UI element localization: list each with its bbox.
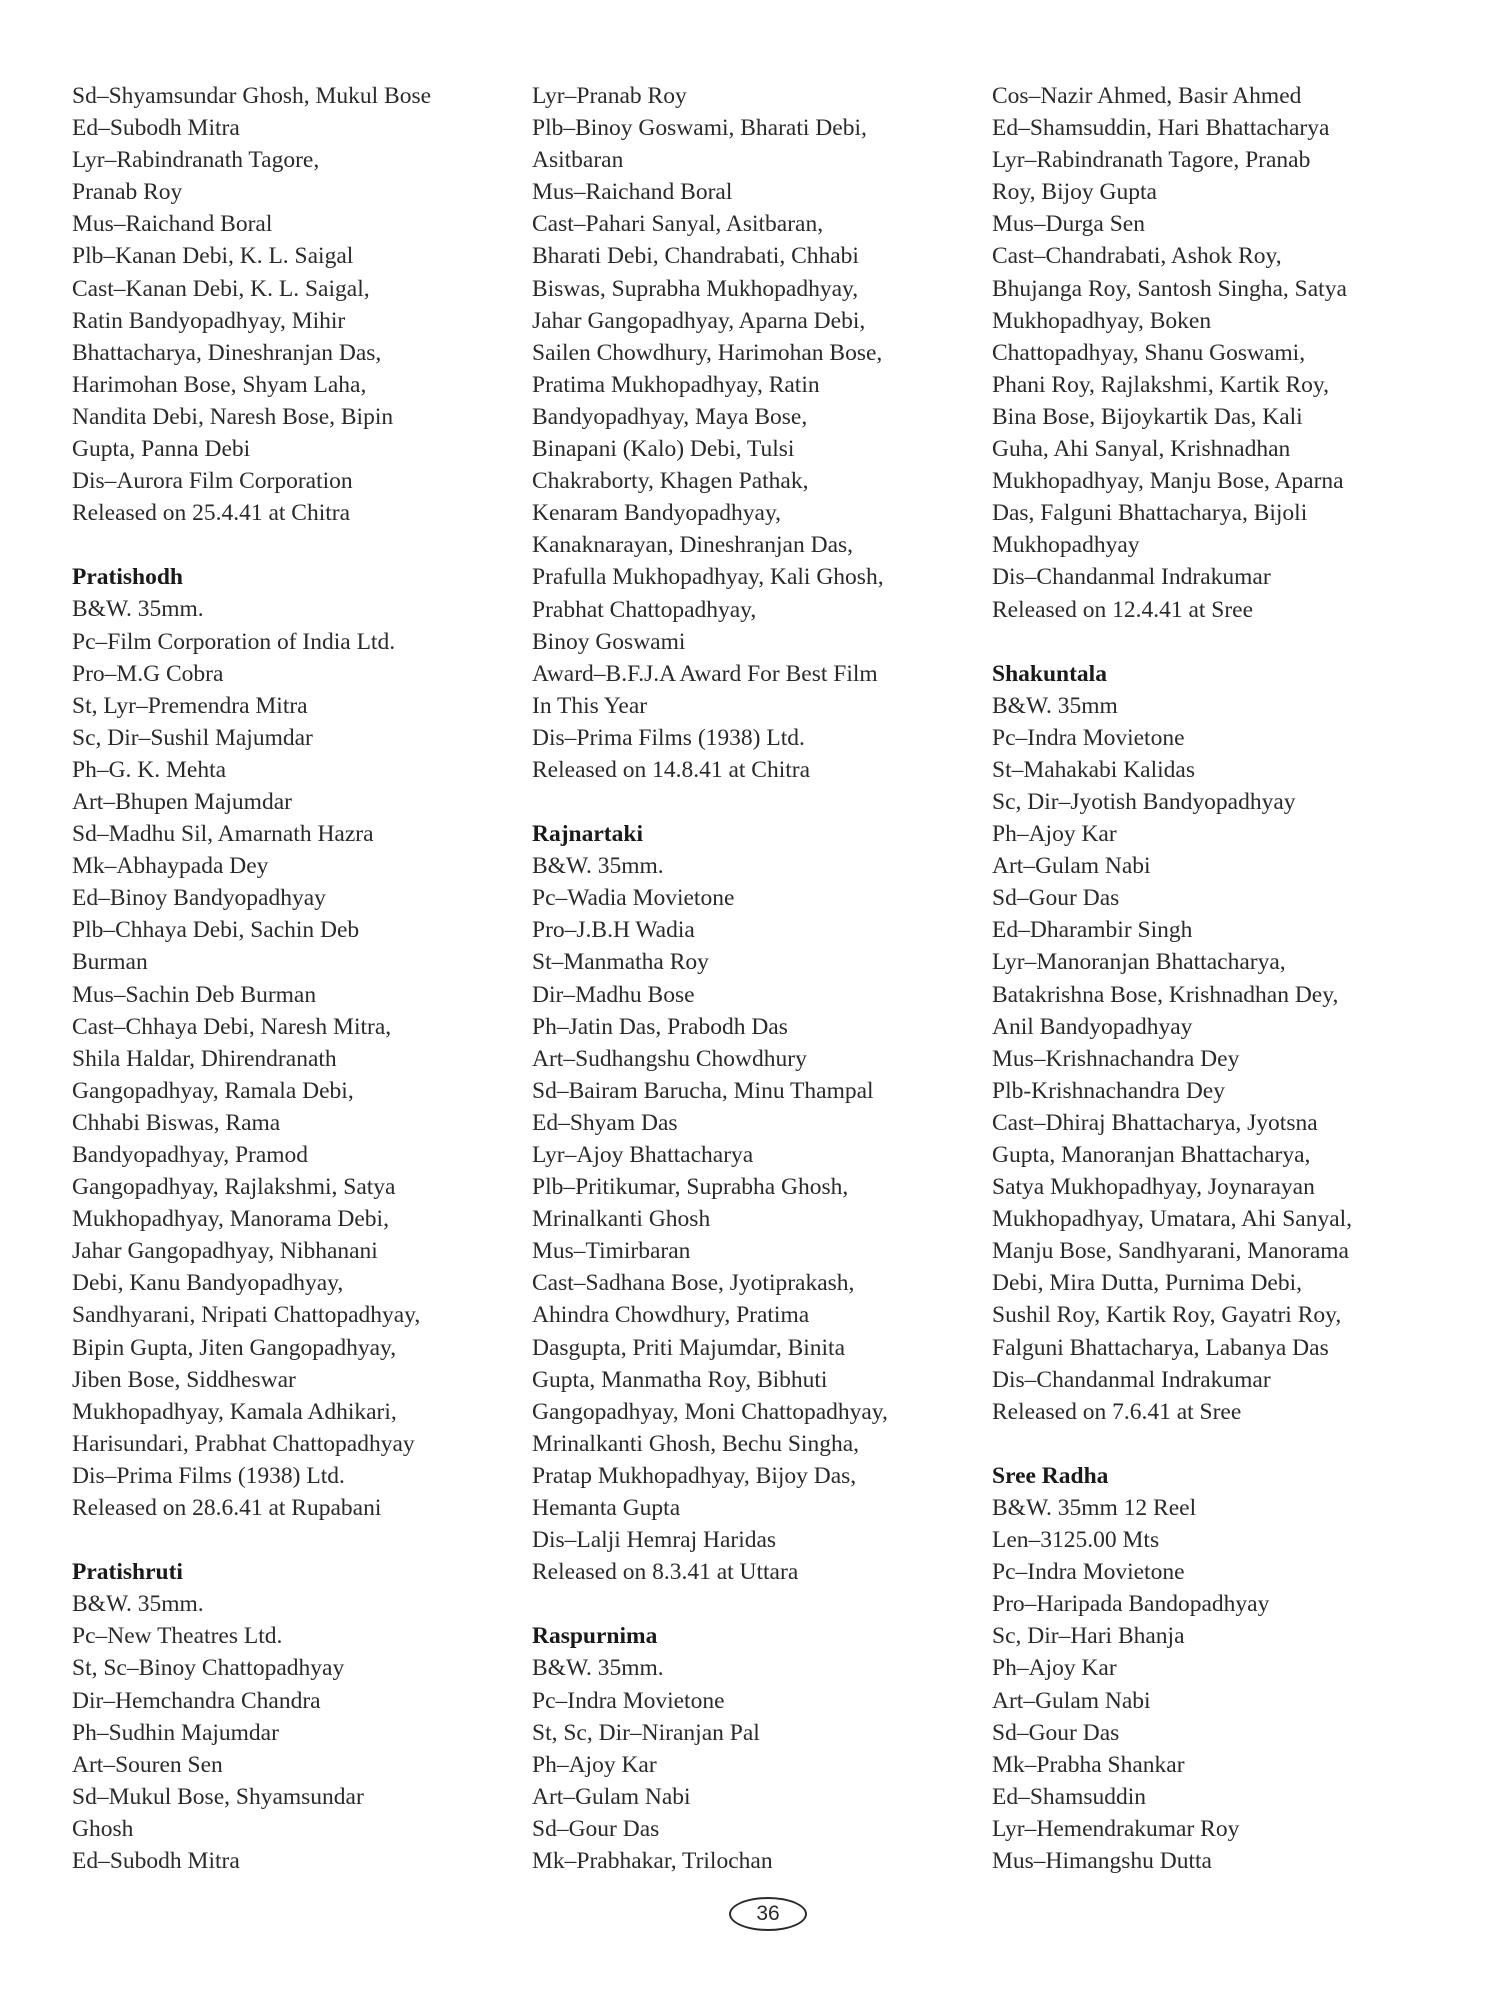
credit-line: Pc–Indra Movietone [992, 724, 1185, 751]
credit-line: Lyr–Pranab Roy [532, 83, 687, 109]
credit-line: Gupta, Manoranjan Bhattacharya, [992, 1142, 1311, 1168]
credit-line: Debi, Kanu Bandyopadhyay, [72, 1270, 344, 1297]
credit-line: Dir–Madhu Bose [532, 981, 695, 1008]
film-title: Pratishruti [72, 1559, 183, 1586]
credit-line: Bandyopadhyay, Pramod [72, 1142, 309, 1168]
credit-line: Ph–Ajoy Kar [992, 821, 1117, 848]
credit-line: Mk–Prabhakar, Trilochan [532, 1847, 773, 1874]
credit-line: Sd–Bairam Barucha, Minu Thampal [532, 1077, 874, 1104]
credit-line: Sailen Chowdhury, Harimohan Bose, [532, 339, 883, 366]
credit-line: Mus–Himangshu Dutta [992, 1847, 1212, 1874]
credit-line: Gupta, Panna Debi [72, 436, 251, 463]
entry-spacer [992, 626, 1410, 658]
credit-line: Mrinalkanti Ghosh [532, 1206, 711, 1233]
credit-line: Ghosh [72, 1815, 134, 1842]
credit-line: Jahar Gangopadhyay, Nibhanani [72, 1238, 378, 1265]
credit-line: Cast–Pahari Sanyal, Asitbaran, [532, 211, 824, 238]
credit-line: Batakrishna Bose, Krishnadhan Dey, [992, 981, 1339, 1008]
credit-line: Sd–Gour Das [992, 1719, 1120, 1746]
credit-line: Award–B.F.J.A Award For Best Film [532, 660, 878, 687]
page-number: 36 [729, 1897, 807, 1931]
credit-line: Plb–Pritikumar, Suprabha Ghosh, [532, 1174, 849, 1201]
credit-line: Ed–Shamsuddin, Hari Bhattacharya [992, 115, 1330, 142]
credit-line: Pratap Mukhopadhyay, Bijoy Das, [532, 1462, 857, 1489]
credit-line: Mus–Sachin Deb Burman [72, 981, 317, 1008]
credit-line: Prafulla Mukhopadhyay, Kali Ghosh, [532, 564, 884, 591]
credit-line: Plb–Binoy Goswami, Bharati Debi, [532, 115, 867, 142]
credit-line: Plb-Krishnachandra Dey [992, 1077, 1225, 1104]
credit-line: Sd–Gour Das [532, 1815, 660, 1842]
credit-line: Kenaram Bandyopadhyay, [532, 500, 782, 527]
credit-line: Len–3125.00 Mts [992, 1527, 1160, 1554]
credit-line: Harisundari, Prabhat Chattopadhyay [72, 1430, 415, 1457]
credit-line: Dis–Prima Films (1938) Ltd. [72, 1462, 345, 1489]
credit-line: Cast–Kanan Debi, K. L. Saigal, [72, 275, 370, 302]
credit-line: Ed–Subodh Mitra [72, 115, 240, 142]
credit-line: Mukhopadhyay, Manorama Debi, [72, 1206, 389, 1233]
credit-line: Sc, Dir–Jyotish Bandyopadhyay [992, 788, 1296, 815]
film-title: Sree Radha [992, 1462, 1109, 1489]
column-left [72, 80, 490, 1877]
credit-line: Pratima Mukhopadhyay, Ratin [532, 371, 820, 398]
credit-line: Mukhopadhyay, Umatara, Ahi Sanyal, [992, 1206, 1353, 1233]
credit-line: Released on 12.4.41 at Sree [992, 596, 1254, 623]
credit-line: Dis–Aurora Film Corporation [72, 468, 353, 495]
credit-line: St, Lyr–Premendra Mitra [72, 692, 308, 719]
credit-line: Gangopadhyay, Rajlakshmi, Satya [72, 1174, 396, 1201]
credit-line: Debi, Mira Dutta, Purnima Debi, [992, 1270, 1303, 1297]
credit-line: Pc–New Theatres Ltd. [72, 1623, 283, 1650]
credit-line: Released on 14.8.41 at Chitra [532, 756, 811, 783]
entry-spacer [532, 1588, 950, 1620]
credit-line: Bipin Gupta, Jiten Gangopadhyay, [72, 1334, 397, 1361]
film-title: Raspurnima [532, 1623, 658, 1650]
credit-line: Jahar Gangopadhyay, Aparna Debi, [532, 307, 866, 334]
credit-line: Pranab Roy [72, 179, 183, 206]
credit-line: Falguni Bhattacharya, Labanya Das [992, 1334, 1329, 1361]
credit-line: Nandita Debi, Naresh Bose, Bipin [72, 403, 394, 430]
credit-line: Manju Bose, Sandhyarani, Manorama [992, 1238, 1349, 1265]
credit-line: Cos–Nazir Ahmed, Basir Ahmed [992, 83, 1302, 109]
credit-line: Sushil Roy, Kartik Roy, Gayatri Roy, [992, 1302, 1342, 1329]
credit-line: Released on 7.6.41 at Sree [992, 1398, 1242, 1425]
credit-line: Mus–Krishnachandra Dey [992, 1045, 1240, 1072]
credit-line: Ed–Shamsuddin [992, 1783, 1147, 1810]
credit-line: Dis–Lalji Hemraj Haridas [532, 1527, 777, 1554]
credit-line: Pro–Haripada Bandopadhyay [992, 1591, 1270, 1618]
credit-line: Ph–Jatin Das, Prabodh Das [532, 1013, 788, 1040]
credit-line: Prabhat Chattopadhyay, [532, 596, 757, 623]
credit-line: Mrinalkanti Ghosh, Bechu Singha, [532, 1430, 860, 1457]
credit-line: St, Sc, Dir–Niranjan Pal [532, 1719, 760, 1746]
credit-line: Bandyopadhyay, Maya Bose, [532, 403, 808, 430]
credit-line: Ph–Sudhin Majumdar [72, 1719, 279, 1746]
credit-line: Mk–Abhaypada Dey [72, 853, 269, 880]
credit-line: Pc–Wadia Movietone [532, 885, 735, 912]
credit-line: Art–Sudhangshu Chowdhury [532, 1045, 807, 1072]
credit-line: Pc–Film Corporation of India Ltd. [72, 628, 396, 655]
credit-line: Burman [72, 949, 148, 976]
credit-line: Plb–Kanan Debi, K. L. Saigal [72, 243, 354, 270]
film-title: Rajnartaki [532, 821, 643, 848]
credit-line: Released on 25.4.41 at Chitra [72, 500, 351, 527]
credit-line: B&W. 35mm [992, 692, 1118, 719]
credit-line: Sd–Shyamsundar Ghosh, Mukul Bose [72, 83, 432, 109]
credit-line: Ph–Ajoy Kar [992, 1655, 1117, 1682]
credit-line: Gupta, Manmatha Roy, Bibhuti [532, 1366, 828, 1393]
credit-line: Ph–G. K. Mehta [72, 756, 227, 783]
credit-line: Cast–Chhaya Debi, Naresh Mitra, [72, 1013, 392, 1040]
credit-line: Biswas, Suprabha Mukhopadhyay, [532, 275, 859, 302]
credit-line: St–Mahakabi Kalidas [992, 756, 1195, 783]
credit-line: Pc–Indra Movietone [992, 1559, 1185, 1586]
credit-line: B&W. 35mm. [532, 853, 664, 880]
credit-line: Plb–Chhaya Debi, Sachin Deb [72, 917, 360, 944]
credit-line: Gangopadhyay, Ramala Debi, [72, 1077, 354, 1104]
column-right [992, 80, 1410, 1877]
credit-line: Hemanta Gupta [532, 1495, 681, 1522]
credit-line: Art–Gulam Nabi [992, 853, 1151, 880]
column-middle [532, 80, 950, 1877]
credit-line: Sd–Madhu Sil, Amarnath Hazra [72, 821, 374, 848]
credit-line: Jiben Bose, Siddheswar [72, 1366, 296, 1393]
credit-line: Chakraborty, Khagen Pathak, [532, 468, 809, 495]
credit-line: Released on 28.6.41 at Rupabani [72, 1495, 382, 1522]
credit-line: Lyr–Rabindranath Tagore, Pranab [992, 147, 1311, 174]
credit-line: Mukhopadhyay, Boken [992, 307, 1212, 334]
credit-line: St–Manmatha Roy [532, 949, 709, 976]
credit-line: Mukhopadhyay, Kamala Adhikari, [72, 1398, 397, 1425]
credit-line: Ed–Dharambir Singh [992, 917, 1193, 944]
entry-spacer [992, 1428, 1410, 1460]
credit-line: Sc, Dir–Sushil Majumdar [72, 724, 313, 751]
credit-line: Mus–Raichand Boral [72, 211, 273, 238]
credit-line: Art–Gulam Nabi [532, 1783, 691, 1810]
entry-spacer [72, 1524, 490, 1556]
credit-line: Dir–Hemchandra Chandra [72, 1687, 321, 1714]
credit-line: Gangopadhyay, Moni Chattopadhyay, [532, 1398, 888, 1425]
credit-line: Ed–Binoy Bandyopadhyay [72, 885, 326, 912]
credit-line: Guha, Ahi Sanyal, Krishnadhan [992, 436, 1291, 463]
credit-line: Ahindra Chowdhury, Pratima [532, 1302, 810, 1329]
entry-spacer [72, 529, 490, 561]
credit-line: Sc, Dir–Hari Bhanja [992, 1623, 1185, 1650]
credit-line: Bina Bose, Bijoykartik Das, Kali [992, 403, 1303, 430]
credit-line: Cast–Chandrabati, Ashok Roy, [992, 243, 1282, 270]
credit-line: Shila Haldar, Dhirendranath [72, 1045, 337, 1072]
credit-line: Art–Bhupen Majumdar [72, 788, 292, 815]
credit-line: St, Sc–Binoy Chattopadhyay [72, 1655, 345, 1682]
credit-line: Released on 8.3.41 at Uttara [532, 1559, 799, 1586]
credit-line: Bharati Debi, Chandrabati, Chhabi [532, 243, 859, 270]
credit-line: Ratin Bandyopadhyay, Mihir [72, 307, 346, 334]
credit-line: Sd–Gour Das [992, 885, 1120, 912]
credit-line: Cast–Sadhana Bose, Jyotiprakash, [532, 1270, 855, 1297]
credit-line: Binapani (Kalo) Debi, Tulsi [532, 436, 795, 463]
credit-line: Binoy Goswami [532, 628, 686, 655]
entry-spacer [532, 786, 950, 818]
credit-line: Kanaknarayan, Dineshranjan Das, [532, 532, 854, 559]
credit-line: Mk–Prabha Shankar [992, 1751, 1185, 1778]
credit-line: Chattopadhyay, Shanu Goswami, [992, 339, 1306, 366]
credit-line: Dis–Chandanmal Indrakumar [992, 1366, 1271, 1393]
credit-line: Mus–Raichand Boral [532, 179, 733, 206]
credit-line: Lyr–Hemendrakumar Roy [992, 1815, 1240, 1842]
credit-line: Mukhopadhyay, Manju Bose, Aparna [992, 468, 1344, 495]
credit-line: In This Year [532, 692, 648, 719]
credit-line: Sandhyarani, Nripati Chattopadhyay, [72, 1302, 421, 1329]
credit-line: Satya Mukhopadhyay, Joynarayan [992, 1174, 1315, 1201]
film-title: Shakuntala [992, 660, 1107, 687]
credit-line: B&W. 35mm. [72, 596, 204, 623]
credit-line: Ed–Subodh Mitra [72, 1847, 240, 1874]
credit-line: B&W. 35mm 12 Reel [992, 1494, 1197, 1521]
credit-line: Art–Gulam Nabi [992, 1687, 1151, 1714]
credit-line: B&W. 35mm. [72, 1591, 204, 1618]
credit-line: Pro–M.G Cobra [72, 660, 224, 687]
credit-line: Sd–Mukul Bose, Shyamsundar [72, 1783, 364, 1810]
credit-line: Dis–Chandanmal Indrakumar [992, 564, 1271, 591]
film-title: Pratishodh [72, 564, 183, 591]
credit-line: Anil Bandyopadhyay [992, 1013, 1193, 1040]
credit-line: Mus–Durga Sen [992, 211, 1145, 238]
credit-line: Lyr–Ajoy Bhattacharya [532, 1142, 754, 1168]
credit-line: Lyr–Rabindranath Tagore, [72, 147, 320, 174]
credit-line: Das, Falguni Bhattacharya, Bijoli [992, 500, 1308, 527]
credit-line: Bhattacharya, Dineshranjan Das, [72, 339, 382, 366]
credit-line: Phani Roy, Rajlakshmi, Kartik Roy, [992, 371, 1330, 398]
credit-line: Harimohan Bose, Shyam Laha, [72, 371, 367, 398]
credit-line: Mus–Timirbaran [532, 1238, 691, 1265]
credit-line: Asitbaran [532, 147, 624, 174]
credit-line: Ed–Shyam Das [532, 1109, 678, 1136]
credit-line: Roy, Bijoy Gupta [992, 179, 1157, 206]
credit-line: Lyr–Manoranjan Bhattacharya, [992, 949, 1286, 976]
credit-line: Ph–Ajoy Kar [532, 1751, 657, 1778]
credit-line: Cast–Dhiraj Bhattacharya, Jyotsna [992, 1109, 1318, 1136]
credit-line: Pc–Indra Movietone [532, 1687, 725, 1714]
credit-line: Dasgupta, Priti Majumdar, Binita [532, 1334, 846, 1361]
credit-line: Art–Souren Sen [72, 1751, 223, 1778]
credit-line: Mukhopadhyay [992, 532, 1140, 559]
credit-line: Bhujanga Roy, Santosh Singha, Satya [992, 275, 1347, 302]
credit-line: B&W. 35mm. [532, 1655, 664, 1682]
credit-line: Chhabi Biswas, Rama [72, 1109, 281, 1136]
credit-line: Dis–Prima Films (1938) Ltd. [532, 724, 805, 751]
credit-line: Pro–J.B.H Wadia [532, 917, 695, 944]
